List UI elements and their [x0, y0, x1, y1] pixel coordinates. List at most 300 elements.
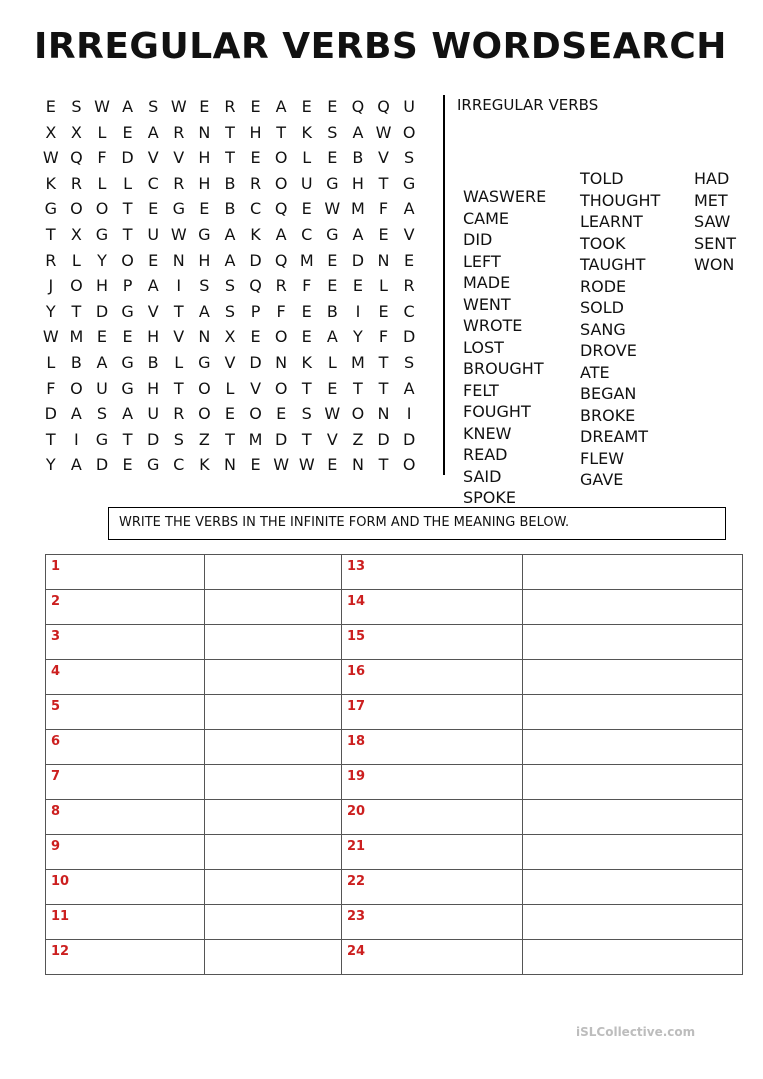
- grid-letter: T: [378, 455, 389, 475]
- grid-row: [38, 401, 422, 427]
- grid-letter: E: [378, 301, 389, 321]
- answer-number-cell: [46, 835, 205, 870]
- grid-letter: A: [122, 404, 134, 424]
- word-list-item: TOOK: [580, 233, 626, 253]
- grid-letter: O: [274, 148, 288, 168]
- grid-letter: I: [74, 429, 79, 449]
- grid-letter: L: [46, 352, 56, 372]
- grid-letter: D: [249, 250, 262, 270]
- answer-row: [46, 870, 743, 905]
- grid-letter: S: [301, 404, 312, 424]
- answer-blank-cell[interactable]: [523, 940, 743, 975]
- grid-letter: D: [121, 148, 134, 168]
- answer-row: [46, 905, 743, 940]
- answer-row: [46, 555, 743, 590]
- word-list-item: LEFT: [463, 251, 501, 271]
- grid-letter: G: [121, 301, 134, 321]
- grid-letter: T: [301, 378, 312, 398]
- grid-letter: R: [173, 122, 185, 142]
- grid-letter: D: [44, 404, 57, 424]
- answer-blank-cell[interactable]: [523, 625, 743, 660]
- word-list-item: BROKE: [580, 405, 636, 425]
- answer-number-cell: [46, 625, 205, 660]
- answer-number-cell: [342, 660, 523, 695]
- word-list-item: MET: [694, 190, 728, 210]
- grid-letter: O: [274, 327, 288, 347]
- word-list-item: READ: [463, 445, 508, 464]
- grid-letter: L: [123, 173, 133, 193]
- word-list-item: WON: [694, 255, 735, 274]
- grid-letter: B: [147, 352, 159, 372]
- grid-letter: A: [147, 122, 159, 142]
- answer-number: 7: [51, 769, 61, 784]
- grid-letter: L: [379, 276, 388, 296]
- word-list-item: SENT: [694, 233, 737, 253]
- grid-letter: A: [224, 250, 236, 270]
- grid-letter: D: [249, 352, 262, 372]
- grid-row: [38, 299, 422, 325]
- grid-letter: L: [71, 250, 81, 270]
- word-list-item: DID: [463, 230, 493, 249]
- answer-blank-cell[interactable]: [205, 905, 342, 940]
- word-list-item: LOST: [463, 337, 504, 357]
- answer-number: 14: [347, 594, 366, 609]
- grid-row: [38, 196, 422, 222]
- grid-letter: H: [249, 122, 262, 142]
- grid-letter: W: [324, 404, 341, 424]
- grid-letter: E: [327, 250, 338, 270]
- answer-row: [46, 695, 743, 730]
- grid-letter: U: [147, 224, 160, 244]
- grid-letter: S: [148, 97, 159, 116]
- grid-letter: D: [351, 250, 365, 270]
- word-list-item: WROTE: [463, 316, 523, 335]
- answer-number-cell: [46, 730, 205, 765]
- grid-letter: E: [404, 250, 415, 270]
- grid-letter: B: [352, 148, 364, 168]
- answer-blank-cell[interactable]: [205, 870, 342, 905]
- answer-blank-cell[interactable]: [205, 660, 342, 695]
- grid-letter: G: [95, 429, 109, 449]
- grid-letter: G: [121, 352, 134, 372]
- grid-letter: M: [351, 199, 365, 219]
- grid-letter: T: [378, 173, 389, 193]
- grid-row: [38, 171, 422, 197]
- answer-number-cell: [46, 555, 205, 590]
- grid-letter: T: [173, 378, 184, 398]
- grid-letter: T: [378, 352, 389, 372]
- answer-number: 2: [51, 594, 61, 609]
- grid-row: [38, 452, 422, 478]
- grid-letter: D: [377, 429, 390, 449]
- grid-letter: J: [48, 276, 54, 296]
- word-list-item: BROUGHT: [463, 359, 544, 378]
- word-list-column-1: [463, 186, 546, 509]
- grid-letter: E: [96, 327, 108, 347]
- grid-row: [38, 324, 422, 350]
- grid-letter: Q: [351, 97, 365, 116]
- grid-letter: G: [95, 224, 109, 244]
- answer-number-cell: [46, 800, 205, 835]
- word-list-item: FOUGHT: [463, 402, 531, 421]
- grid-row: [38, 94, 422, 120]
- grid-letter: O: [351, 404, 365, 424]
- grid-letter: M: [299, 250, 314, 270]
- word-list-item: HAD: [694, 169, 730, 188]
- grid-letter: K: [301, 122, 312, 142]
- answer-number: 6: [51, 734, 61, 749]
- grid-letter: Q: [70, 148, 83, 168]
- grid-letter: R: [70, 173, 82, 193]
- grid-letter: G: [121, 378, 134, 398]
- grid-letter: S: [173, 429, 184, 449]
- grid-letter: Y: [353, 327, 363, 347]
- answer-blank-cell[interactable]: [205, 625, 342, 660]
- grid-letter: A: [275, 224, 287, 244]
- grid-letter: S: [199, 276, 210, 296]
- answer-number-cell: [342, 625, 523, 660]
- grid-letter: S: [404, 148, 415, 168]
- grid-letter: L: [327, 352, 337, 372]
- vertical-divider: [443, 95, 445, 475]
- answer-number: 17: [347, 699, 366, 714]
- answer-number: 23: [347, 909, 366, 924]
- grid-letter: G: [326, 173, 339, 193]
- word-list-column-2: [580, 168, 660, 491]
- word-list-item: WENT: [463, 294, 511, 314]
- grid-letter: B: [224, 173, 236, 193]
- answer-number: 22: [347, 874, 366, 889]
- grid-letter: T: [45, 429, 56, 449]
- grid-letter: V: [173, 327, 185, 347]
- grid-letter: R: [403, 276, 415, 296]
- answer-row: [46, 835, 743, 870]
- grid-letter: W: [273, 455, 290, 475]
- grid-letter: M: [69, 327, 84, 347]
- answer-row: [46, 660, 743, 695]
- answer-number-cell: [46, 870, 205, 905]
- answer-blank-cell[interactable]: [205, 835, 342, 870]
- grid-letter: H: [198, 250, 211, 270]
- grid-letter: U: [403, 97, 415, 116]
- answer-number: 4: [51, 664, 61, 679]
- grid-letter: H: [351, 173, 364, 193]
- grid-row: [38, 120, 422, 146]
- grid-letter: A: [147, 276, 159, 296]
- grid-letter: F: [378, 199, 389, 219]
- grid-row: [38, 248, 422, 274]
- grid-letter: H: [147, 378, 160, 398]
- word-list-item: MADE: [463, 273, 511, 292]
- grid-letter: T: [225, 148, 235, 168]
- answer-number: 12: [51, 944, 70, 959]
- grid-letter: S: [404, 352, 415, 372]
- word-list-title: IRREGULAR VERBS: [457, 96, 599, 114]
- answer-number: 10: [51, 874, 70, 889]
- grid-letter: A: [198, 301, 210, 321]
- grid-letter: I: [176, 276, 182, 296]
- grid-letter: L: [97, 173, 107, 193]
- answer-number-cell: [342, 590, 523, 625]
- answer-number: 15: [347, 629, 366, 644]
- answer-number: 16: [347, 664, 366, 679]
- word-list-item: FELT: [463, 380, 499, 400]
- grid-letter: D: [402, 429, 416, 449]
- grid-letter: U: [96, 378, 108, 398]
- grid-letter: E: [250, 97, 261, 116]
- answer-blank-cell[interactable]: [523, 870, 743, 905]
- answer-number-cell: [46, 660, 205, 695]
- grid-letter: C: [147, 173, 159, 193]
- grid-letter: O: [198, 404, 211, 424]
- grid-letter: E: [327, 97, 338, 116]
- answer-number: 13: [347, 559, 366, 574]
- grid-letter: E: [327, 276, 338, 296]
- grid-letter: A: [403, 378, 415, 398]
- grid-letter: D: [95, 301, 109, 321]
- answer-blank-cell[interactable]: [523, 555, 743, 590]
- grid-letter: G: [198, 352, 211, 372]
- answer-row: [46, 730, 743, 765]
- grid-letter: W: [42, 327, 59, 347]
- answer-blank-cell[interactable]: [523, 765, 743, 800]
- grid-letter: E: [199, 97, 210, 116]
- grid-letter: G: [146, 455, 160, 475]
- answer-number: 8: [51, 804, 61, 819]
- answer-blank-cell[interactable]: [205, 730, 342, 765]
- grid-letter: W: [94, 97, 110, 116]
- grid-letter: S: [224, 301, 236, 321]
- grid-letter: O: [402, 122, 416, 142]
- grid-letter: G: [198, 224, 211, 244]
- grid-letter: N: [223, 455, 236, 475]
- grid-letter: E: [45, 97, 56, 116]
- word-list-item: GAVE: [580, 470, 624, 489]
- grid-letter: U: [300, 173, 313, 193]
- grid-letter: T: [225, 122, 235, 142]
- answer-number-cell: [342, 730, 523, 765]
- answer-number-cell: [342, 870, 523, 905]
- grid-letter: D: [147, 429, 160, 449]
- answer-number: 19: [347, 769, 366, 784]
- grid-letter: Q: [274, 250, 288, 270]
- answer-number: 21: [347, 839, 366, 854]
- grid-letter: V: [147, 148, 159, 168]
- grid-letter: S: [71, 97, 82, 116]
- grid-letter: E: [301, 199, 312, 219]
- answer-blank-cell[interactable]: [205, 695, 342, 730]
- grid-letter: W: [170, 224, 187, 244]
- answer-row: [46, 765, 743, 800]
- answer-number: 20: [347, 804, 366, 819]
- grid-letter: W: [324, 199, 341, 219]
- answer-number-cell: [342, 800, 523, 835]
- grid-letter: H: [198, 148, 211, 168]
- word-list-item: THOUGHT: [580, 190, 661, 210]
- grid-letter: N: [377, 250, 390, 270]
- grid-letter: E: [276, 404, 287, 424]
- word-list-item: SAID: [463, 466, 502, 486]
- grid-letter: D: [95, 455, 109, 475]
- grid-letter: Y: [45, 301, 56, 321]
- grid-letter: E: [148, 250, 159, 270]
- grid-letter: A: [70, 404, 82, 424]
- word-list-item: LEARNT: [580, 212, 643, 231]
- word-list-item: KNEW: [463, 423, 512, 443]
- grid-letter: G: [172, 199, 185, 219]
- grid-letter: K: [199, 455, 210, 475]
- word-list-item: DREAMT: [580, 427, 649, 446]
- grid-letter: F: [276, 301, 286, 321]
- grid-letter: R: [173, 173, 185, 193]
- grid-letter: E: [199, 199, 210, 219]
- answer-blank-cell[interactable]: [523, 800, 743, 835]
- answer-table: [45, 554, 743, 975]
- grid-letter: O: [70, 199, 83, 219]
- word-list-item: SAW: [694, 212, 731, 231]
- grid-letter: F: [378, 327, 389, 347]
- grid-letter: F: [46, 378, 56, 398]
- grid-letter: E: [250, 148, 261, 168]
- grid-letter: H: [147, 327, 160, 347]
- grid-letter: T: [45, 224, 56, 244]
- grid-letter: T: [301, 429, 312, 449]
- answer-number: 9: [51, 839, 61, 854]
- answer-blank-cell[interactable]: [523, 835, 743, 870]
- grid-letter: A: [96, 352, 108, 372]
- answer-number-cell: [342, 695, 523, 730]
- answer-blank-cell[interactable]: [523, 730, 743, 765]
- grid-letter: Y: [97, 250, 107, 270]
- grid-letter: D: [402, 327, 416, 347]
- grid-letter: A: [275, 97, 287, 116]
- grid-letter: K: [301, 352, 312, 372]
- grid-letter: A: [403, 199, 415, 219]
- grid-letter: A: [70, 455, 82, 475]
- grid-letter: N: [275, 352, 288, 372]
- answer-number: 5: [51, 699, 61, 714]
- answer-number-cell: [46, 940, 205, 975]
- grid-letter: T: [276, 122, 287, 142]
- answer-blank-cell[interactable]: [523, 590, 743, 625]
- grid-letter: Y: [45, 455, 56, 475]
- grid-letter: X: [70, 122, 82, 142]
- grid-letter: S: [224, 276, 236, 296]
- grid-letter: L: [302, 148, 312, 168]
- grid-letter: B: [224, 199, 236, 219]
- grid-letter: E: [250, 455, 261, 475]
- grid-letter: R: [173, 404, 185, 424]
- answer-number-cell: [46, 905, 205, 940]
- grid-letter: C: [249, 199, 262, 219]
- grid-letter: G: [326, 224, 339, 244]
- grid-letter: V: [326, 429, 338, 449]
- answer-blank-cell[interactable]: [205, 590, 342, 625]
- grid-letter: E: [378, 224, 389, 244]
- word-list-item: TOLD: [580, 169, 624, 188]
- grid-letter: M: [351, 352, 365, 372]
- footer-watermark: iSLCollective.com: [576, 1025, 696, 1039]
- answer-number: 18: [347, 734, 366, 749]
- grid-row: [38, 350, 422, 376]
- grid-letter: W: [298, 455, 315, 475]
- answer-number: 1: [51, 559, 61, 574]
- grid-letter: O: [402, 455, 416, 475]
- answer-row: [46, 590, 743, 625]
- answer-number-cell: [342, 940, 523, 975]
- grid-row: [38, 427, 422, 453]
- grid-letter: R: [45, 250, 57, 270]
- answer-blank-cell[interactable]: [523, 905, 743, 940]
- grid-letter: C: [173, 455, 185, 475]
- answer-number: 3: [51, 629, 61, 644]
- grid-letter: V: [147, 301, 159, 321]
- grid-letter: V: [403, 224, 415, 244]
- word-list-item: ATE: [580, 362, 610, 382]
- grid-row: [38, 222, 422, 248]
- grid-letter: E: [301, 97, 312, 116]
- grid-letter: M: [248, 429, 263, 449]
- word-list-item: FLEW: [580, 448, 625, 468]
- grid-letter: E: [122, 455, 133, 475]
- grid-letter: T: [378, 378, 389, 398]
- word-list-column-3: [694, 168, 736, 276]
- grid-letter: A: [352, 224, 364, 244]
- grid-letter: K: [45, 173, 57, 193]
- grid-letter: B: [70, 352, 82, 372]
- grid-letter: T: [353, 378, 363, 398]
- answer-number-cell: [342, 555, 523, 590]
- grid-row: [38, 145, 422, 171]
- grid-letter: N: [377, 404, 390, 424]
- grid-letter: V: [378, 148, 389, 168]
- grid-letter: I: [406, 404, 412, 424]
- grid-letter: S: [327, 122, 338, 142]
- grid-letter: V: [173, 148, 185, 168]
- grid-letter: E: [122, 327, 133, 347]
- grid-letter: O: [95, 199, 109, 219]
- answer-row: [46, 940, 743, 975]
- grid-letter: I: [355, 301, 361, 321]
- grid-letter: B: [326, 301, 338, 321]
- answer-blank-cell[interactable]: [205, 800, 342, 835]
- grid-letter: W: [42, 148, 59, 168]
- grid-letter: Q: [274, 199, 288, 219]
- grid-letter: X: [224, 327, 236, 347]
- answer-blank-cell[interactable]: [205, 940, 342, 975]
- grid-letter: W: [170, 97, 187, 116]
- grid-letter: E: [122, 122, 133, 142]
- answer-blank-cell[interactable]: [523, 695, 743, 730]
- answer-number-cell: [342, 835, 523, 870]
- answer-blank-cell[interactable]: [523, 660, 743, 695]
- grid-letter: E: [301, 301, 312, 321]
- grid-letter: E: [327, 378, 338, 398]
- grid-row: [38, 273, 422, 299]
- answer-number-cell: [342, 765, 523, 800]
- answer-blank-cell[interactable]: [205, 765, 342, 800]
- grid-letter: R: [275, 276, 287, 296]
- grid-letter: H: [95, 276, 108, 296]
- grid-letter: T: [122, 429, 133, 449]
- answer-blank-cell[interactable]: [205, 555, 342, 590]
- grid-letter: P: [250, 301, 261, 321]
- grid-letter: Z: [352, 429, 364, 449]
- instruction-box: WRITE THE VERBS IN THE INFINITE FORM AND THE MEANING BELOW.: [108, 507, 726, 540]
- grid-letter: F: [97, 148, 107, 168]
- grid-letter: V: [250, 378, 262, 398]
- grid-letter: L: [225, 378, 235, 398]
